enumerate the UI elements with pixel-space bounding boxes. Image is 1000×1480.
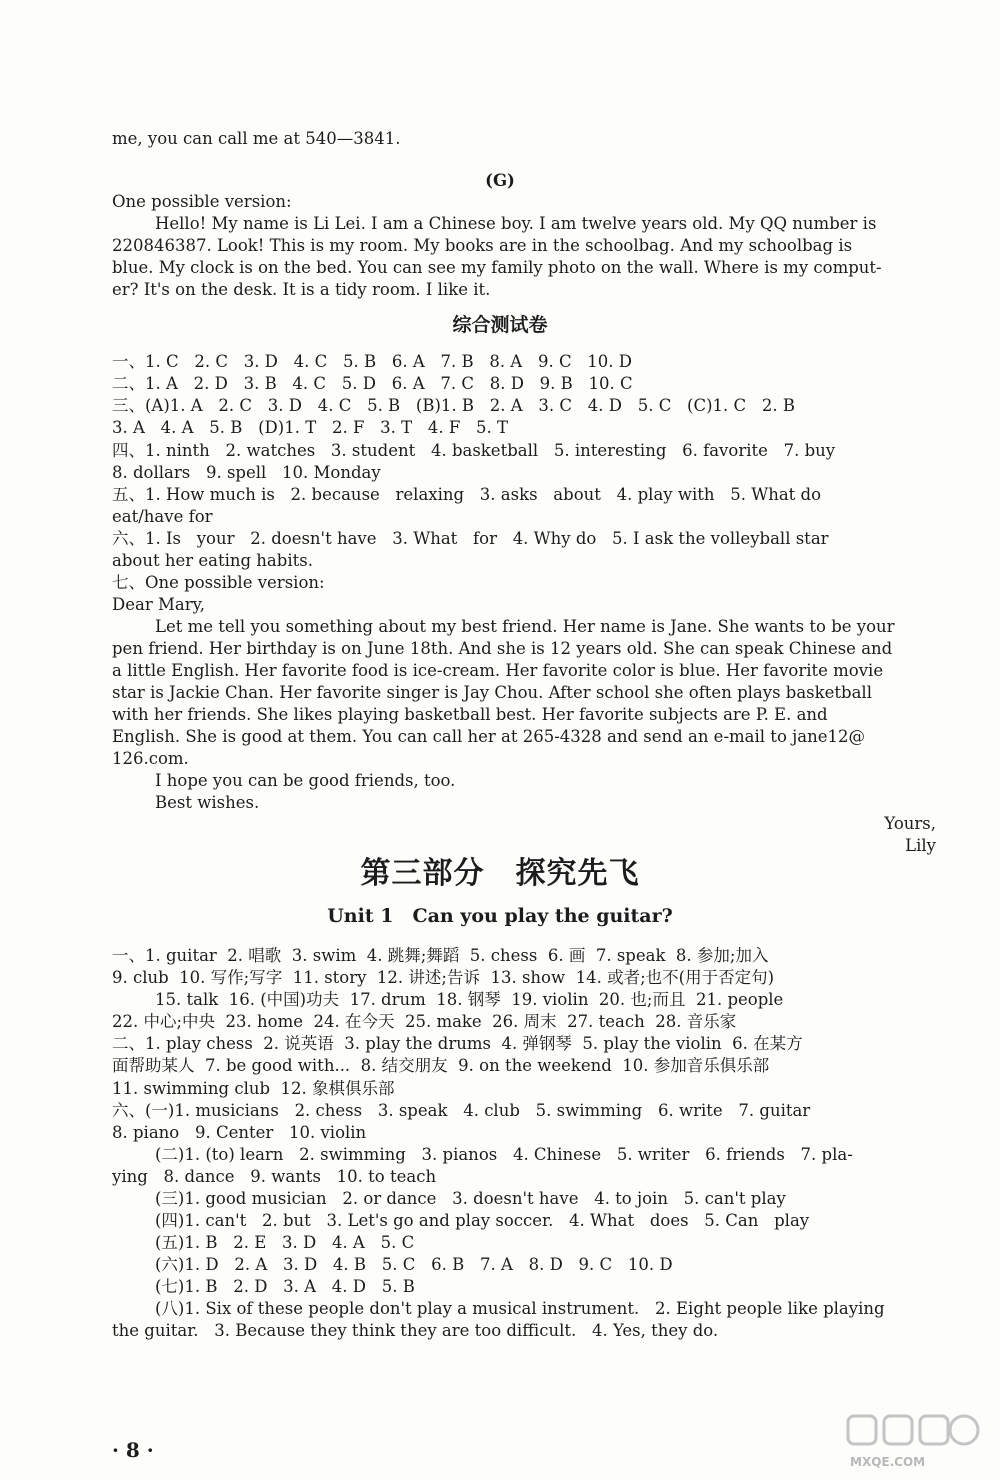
- text-line: 22. 中心;中央 23. home 24. 在今天 25. make 26. 周末 27. teach 28. 音乐家: [112, 1012, 737, 1031]
- text-line: 9. club 10. 写作;写字 11. story 12. 讲述;告诉 13. show 14. 或者;也不(用于否定句): [112, 968, 775, 987]
- text-line: blue. My clock is on the bed. You can see my family photo on the wall. Where is my comput-: [112, 258, 882, 277]
- text-line: 15. talk 16. (中国)功夫 17. drum 18. 钢琴 19. violin 20. 也;而且 21. people: [155, 990, 784, 1009]
- text-line: (G): [485, 171, 515, 190]
- text-line: Best wishes.: [155, 793, 260, 812]
- text-line: 四、1. ninth 2. watches 3. student 4. basketball 5. interesting 6. favorite 7. buy: [112, 441, 836, 460]
- text-line: 一、1. guitar 2. 唱歌 3. swim 4. 跳舞;舞蹈 5. chess 6. 画 7. speak 8. 参加;加入: [112, 946, 769, 965]
- text-line: pen friend. Her birthday is on June 18th. And she is 12 years old. She can speak Chinese and: [112, 639, 893, 658]
- text-line: Hello! My name is Li Lei. I am a Chinese boy. I am twelve years old. My QQ number is: [155, 214, 877, 233]
- text-line: a little English. Her favorite food is ice-cream. Her favorite color is blue. Her favorite movie: [112, 661, 884, 680]
- text-line: (七)1. B 2. D 3. A 4. D 5. B: [155, 1277, 415, 1296]
- text-line: 一、1. C 2. C 3. D 4. C 5. B 6. A 7. B 8. A 9. C 10. D: [112, 352, 633, 371]
- watermark-logo: [840, 1412, 986, 1472]
- text-line: Yours,: [884, 814, 936, 833]
- text-line: 8. dollars 9. spell 10. Monday: [112, 463, 381, 482]
- text-line: (八)1. Six of these people don't play a musical instrument. 2. Eight people like playing: [155, 1299, 885, 1318]
- text-line: (四)1. can't 2. but 3. Let's go and play soccer. 4. What does 5. Can play: [155, 1211, 810, 1230]
- text-line: 六、1. Is your 2. doesn't have 3. What for 4. Why do 5. I ask the volleyball star: [112, 529, 829, 548]
- text-line: the guitar. 3. Because they think they are too difficult. 4. Yes, they do.: [112, 1321, 719, 1340]
- text-line: Unit 1 Can you play the guitar?: [327, 905, 673, 927]
- text-line: 二、1. play chess 2. 说英语 3. play the drums 4. 弹钢琴 5. play the violin 6. 在某方: [112, 1034, 803, 1053]
- text-line: (三)1. good musician 2. or dance 3. doesn't have 4. to join 5. can't play: [155, 1189, 786, 1208]
- text-line: er? It's on the desk. It is a tidy room. I like it.: [112, 280, 491, 299]
- text-line: 三、(A)1. A 2. C 3. D 4. C 5. B (B)1. B 2. A 3. C 4. D 5. C (C)1. C 2. B: [112, 396, 796, 415]
- text-line: with her friends. She likes playing basketball best. Her favorite subjects are P. E. and: [112, 705, 828, 724]
- text-line: 六、(一)1. musicians 2. chess 3. speak 4. club 5. swimming 6. write 7. guitar: [112, 1101, 811, 1120]
- text-line: 五、1. How much is 2. because relaxing 3. asks about 4. play with 5. What do: [112, 485, 822, 504]
- text-line: 二、1. A 2. D 3. B 4. C 5. D 6. A 7. C 8. D 9. B 10. C: [112, 374, 633, 393]
- text-line: English. She is good at them. You can call her at 265-4328 and send an e-mail to jane12@: [112, 727, 865, 746]
- text-line: 面帮助某人 7. be good with... 8. 结交朋友 9. on the weekend 10. 参加音乐俱乐部: [112, 1056, 770, 1075]
- text-line: about her eating habits.: [112, 551, 313, 570]
- text-line: I hope you can be good friends, too.: [155, 771, 456, 790]
- text-line: 3. A 4. A 5. B (D)1. T 2. F 3. T 4. F 5. T: [112, 418, 509, 437]
- text-line: 第三部分 探究先飞: [360, 856, 640, 891]
- text-line: Let me tell you something about my best friend. Her name is Jane. She wants to be your: [155, 617, 895, 636]
- text-line: 综合测试卷: [452, 314, 548, 336]
- text-line: One possible version:: [112, 192, 292, 211]
- text-line: Lily: [905, 836, 936, 855]
- page-number: · 8 ·: [112, 1438, 154, 1462]
- text-line: 8. piano 9. Center 10. violin: [112, 1123, 367, 1142]
- text-line: 126.com.: [112, 749, 189, 768]
- text-line: 220846387. Look! This is my room. My books are in the schoolbag. And my schoolbag is: [112, 236, 853, 255]
- text-line: (六)1. D 2. A 3. D 4. B 5. C 6. B 7. A 8. D 9. C 10. D: [155, 1255, 673, 1274]
- text-line: 七、One possible version:: [112, 573, 325, 592]
- text-line: 11. swimming club 12. 象棋俱乐部: [112, 1079, 395, 1098]
- text-line: star is Jackie Chan. Her favorite singer is Jay Chou. After school she often plays basketball: [112, 683, 872, 702]
- watermark-text: MXQE.COM: [850, 1455, 926, 1469]
- text-line: ying 8. dance 9. wants 10. to teach: [112, 1167, 437, 1186]
- text-line: eat/have for: [112, 507, 213, 526]
- text-line: Dear Mary,: [112, 595, 205, 614]
- text-line: (二)1. (to) learn 2. swimming 3. pianos 4. Chinese 5. writer 6. friends 7. pla-: [155, 1145, 853, 1164]
- text-line: (五)1. B 2. E 3. D 4. A 5. C: [155, 1233, 415, 1252]
- text-line: me, you can call me at 540—3841.: [112, 129, 401, 148]
